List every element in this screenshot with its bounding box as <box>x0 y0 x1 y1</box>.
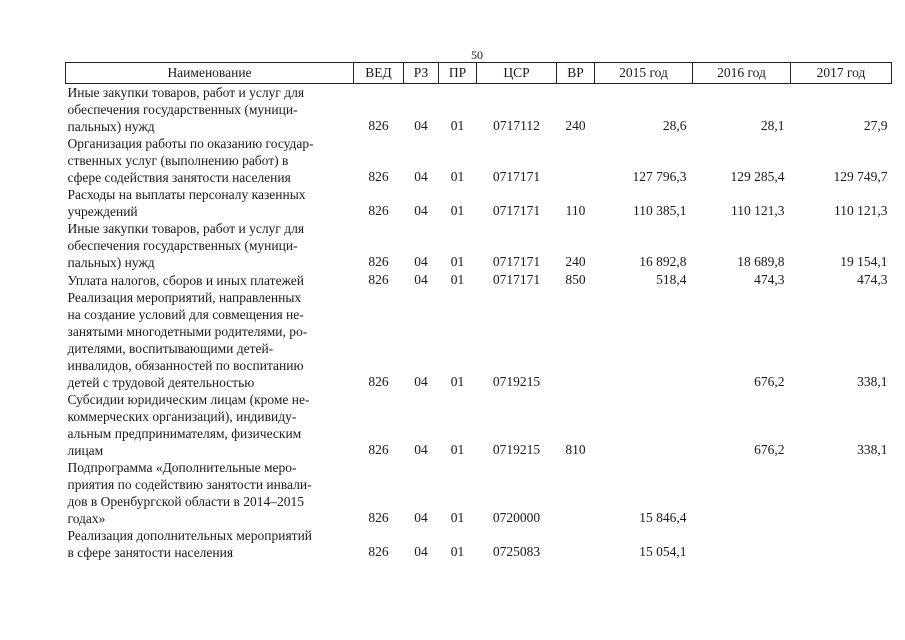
cell-ved: 826 <box>368 169 389 184</box>
cell-name <box>66 289 354 391</box>
header-pr: ПР <box>439 63 477 84</box>
name-line: обеспечения государственных (муници- <box>67 102 298 117</box>
name-line: лицам <box>67 443 104 458</box>
cell-rz: 04 <box>414 169 428 184</box>
name-line: Организация работы по оказанию государ- <box>67 136 314 151</box>
cell-csr: 0719215 <box>492 374 541 389</box>
table-row <box>66 527 892 561</box>
cell-2016: 676,2 <box>754 374 785 389</box>
table-row <box>66 135 892 186</box>
cell-vr: 850 <box>565 272 586 287</box>
cell-csr: 0720000 <box>492 510 541 525</box>
cell-name <box>66 459 354 527</box>
name-line: дителями, воспитывающими детей- <box>67 341 274 356</box>
cell-vr <box>557 459 595 527</box>
header-ved: ВЕД <box>354 63 404 84</box>
cell-ved: 826 <box>368 203 389 218</box>
cell-csr: 0717171 <box>492 254 541 269</box>
table-row <box>66 186 892 220</box>
name-line: занятыми многодетными родителями, ро- <box>67 324 308 339</box>
name-line: детей с трудовой деятельностью <box>67 375 255 390</box>
name-line: пальных) нужд <box>67 255 155 270</box>
cell-csr: 0717171 <box>492 203 541 218</box>
name-line: Иные закупки товаров, работ и услуг для <box>67 221 305 236</box>
header-2015: 2015 год <box>595 63 693 84</box>
cell-2016: 28,1 <box>760 118 785 133</box>
cell-2016: 474,3 <box>754 272 785 287</box>
header-2016: 2016 год <box>693 63 791 84</box>
cell-2015: 15 054,1 <box>639 544 687 559</box>
name-line: пальных) нужд <box>67 119 155 134</box>
cell-vr <box>557 289 595 391</box>
cell-2017: 338,1 <box>857 374 888 389</box>
cell-2015: 110 385,1 <box>633 203 687 218</box>
cell-ved: 826 <box>368 442 389 457</box>
cell-name <box>66 527 354 561</box>
table-header-row <box>66 63 892 84</box>
name-line: Реализация мероприятий, направленных <box>67 290 302 305</box>
cell-vr <box>557 135 595 186</box>
cell-2016 <box>693 459 791 527</box>
header-name: Наименование <box>66 63 354 84</box>
cell-2015: 16 892,8 <box>639 254 687 269</box>
name-line: Субсидии юридическим лицам (кроме не- <box>67 392 310 407</box>
header-vr: ВР <box>557 63 595 84</box>
cell-name <box>66 391 354 459</box>
name-line: альным предпринимателям, физическим <box>67 426 302 441</box>
name-line: дов в Оренбургской области в 2014–2015 <box>67 494 304 509</box>
name-line: в сфере занятости населения <box>67 545 234 560</box>
name-line: Расходы на выплаты персоналу казенных <box>67 187 306 202</box>
name-line: Иные закупки товаров, работ и услуг для <box>67 85 305 100</box>
cell-csr: 0717171 <box>492 169 541 184</box>
cell-2016: 18 689,8 <box>737 254 785 269</box>
cell-ved: 826 <box>368 272 389 287</box>
table-row <box>66 271 892 289</box>
cell-pr: 01 <box>450 442 465 457</box>
cell-2015: 518,4 <box>656 272 687 287</box>
budget-table <box>65 62 892 561</box>
table-row <box>66 289 892 391</box>
cell-name <box>66 186 354 220</box>
name-line: инвалидов, обязанностей по воспитанию <box>67 358 304 373</box>
cell-vr: 240 <box>565 118 586 133</box>
cell-2016: 110 121,3 <box>731 203 785 218</box>
cell-rz: 04 <box>414 442 428 457</box>
cell-name <box>66 135 354 186</box>
cell-vr: 110 <box>565 203 586 218</box>
name-line: учреждений <box>67 204 138 219</box>
name-line: на создание условий для совмещения не- <box>67 307 304 322</box>
name-line: Уплата налогов, сборов и иных платежей <box>67 273 304 288</box>
cell-2017: 474,3 <box>857 272 888 287</box>
cell-2017: 338,1 <box>857 442 888 457</box>
name-line: обеспечения государственных (муници- <box>67 238 298 253</box>
cell-vr <box>557 527 595 561</box>
table-body <box>66 84 892 562</box>
cell-csr: 0717112 <box>493 118 540 133</box>
table-row <box>66 84 892 136</box>
table-row <box>66 220 892 271</box>
cell-csr: 0717171 <box>492 272 541 287</box>
cell-2015: 28,6 <box>662 118 687 133</box>
cell-pr: 01 <box>450 374 465 389</box>
cell-ved: 826 <box>368 544 389 559</box>
cell-2017 <box>791 459 892 527</box>
cell-pr: 01 <box>450 544 465 559</box>
name-line: ственных услуг (выполнению работ) в <box>67 153 289 168</box>
cell-2016: 676,2 <box>754 442 785 457</box>
cell-2017: 27,9 <box>863 118 888 133</box>
cell-2015: 127 796,3 <box>632 169 687 184</box>
cell-ved: 826 <box>368 374 389 389</box>
cell-rz: 04 <box>414 254 428 269</box>
header-2017: 2017 год <box>791 63 892 84</box>
cell-2017 <box>791 527 892 561</box>
name-line: сфере содействия занятости населения <box>67 170 291 185</box>
cell-csr: 0725083 <box>492 544 541 559</box>
cell-name <box>66 271 354 289</box>
cell-rz: 04 <box>414 510 428 525</box>
cell-pr: 01 <box>450 510 465 525</box>
cell-2017: 19 154,1 <box>840 254 888 269</box>
cell-2015: 15 846,4 <box>639 510 687 525</box>
cell-vr: 810 <box>565 442 586 457</box>
name-line: Реализация дополнительных мероприятий <box>67 528 313 543</box>
cell-rz: 04 <box>414 374 428 389</box>
name-line: коммерческих организаций), индивиду- <box>67 409 297 424</box>
table-row <box>66 459 892 527</box>
name-line: Подпрограмма «Дополнительные меро- <box>67 460 297 475</box>
cell-pr: 01 <box>450 118 465 133</box>
page-number: 50 <box>471 48 483 62</box>
cell-pr: 01 <box>450 272 465 287</box>
cell-pr: 01 <box>450 203 465 218</box>
cell-ved: 826 <box>368 254 389 269</box>
cell-2017: 110 121,3 <box>834 203 888 218</box>
cell-2017: 129 749,7 <box>833 169 888 184</box>
cell-2015 <box>595 391 693 459</box>
header-rz: РЗ <box>404 63 439 84</box>
cell-vr: 240 <box>565 254 586 269</box>
cell-ved: 826 <box>368 510 389 525</box>
cell-pr: 01 <box>450 169 465 184</box>
cell-2015 <box>595 289 693 391</box>
cell-rz: 04 <box>414 118 428 133</box>
cell-csr: 0719215 <box>492 442 541 457</box>
header-csr: ЦСР <box>477 63 557 84</box>
cell-rz: 04 <box>414 203 428 218</box>
cell-name <box>66 220 354 271</box>
cell-name <box>66 84 354 136</box>
cell-pr: 01 <box>450 254 465 269</box>
cell-rz: 04 <box>414 544 428 559</box>
cell-rz: 04 <box>414 272 428 287</box>
name-line: приятия по содействию занятости инвали- <box>67 477 312 492</box>
cell-ved: 826 <box>368 118 389 133</box>
table-row <box>66 391 892 459</box>
name-line: годах» <box>67 511 106 526</box>
cell-2016: 129 285,4 <box>730 169 785 184</box>
cell-2016 <box>693 527 791 561</box>
